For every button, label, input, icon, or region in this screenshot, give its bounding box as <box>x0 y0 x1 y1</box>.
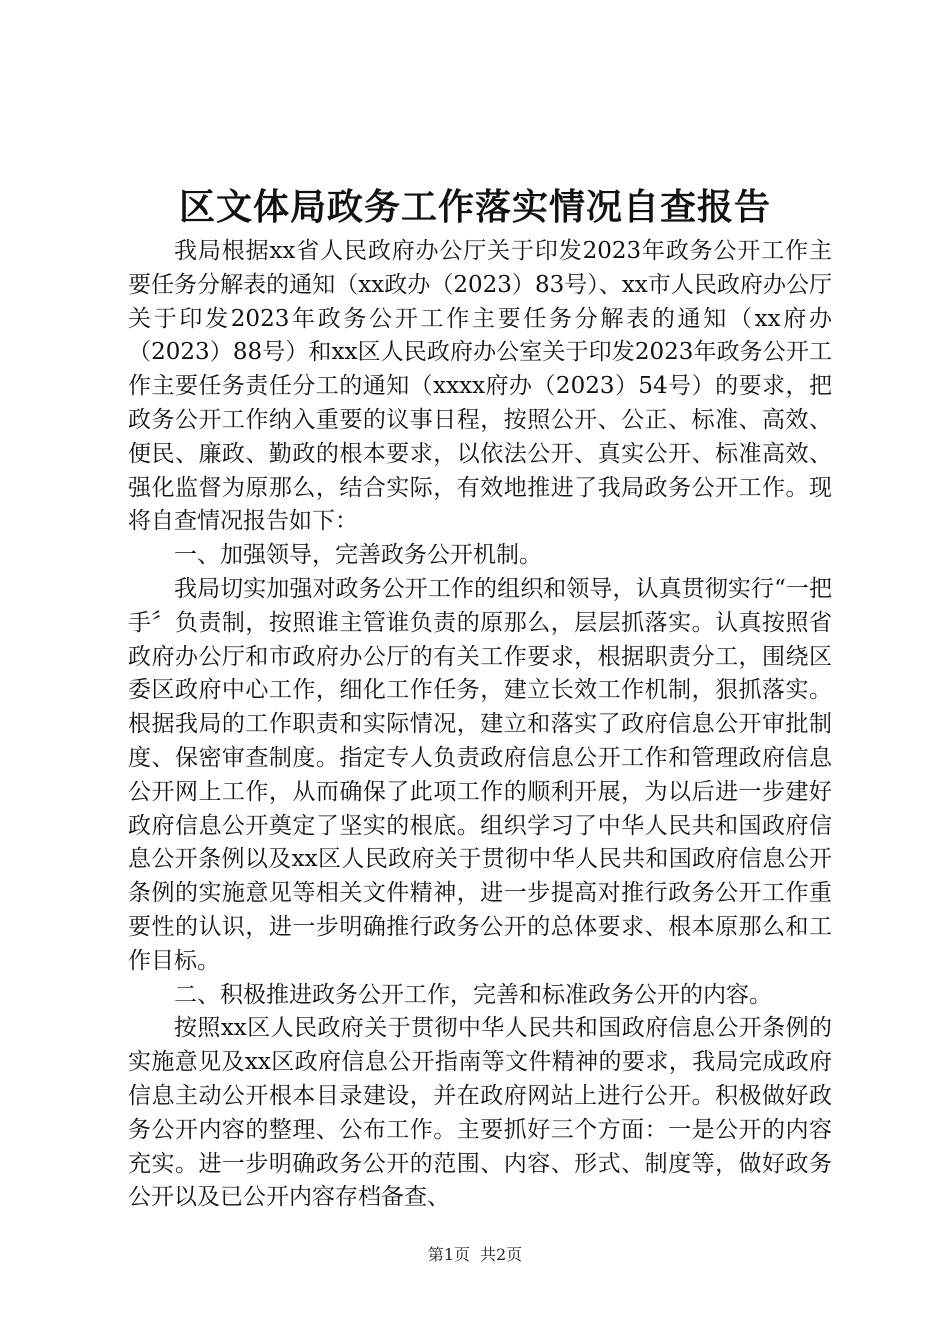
paragraph-intro: 我局根据xx省人民政府办公厅关于印发2023年政务公开工作主要任务分解表的通知（xx政办（2023）83号）、xx市人民政府办公厅关于印发2023年政务公开工作主要任务分解表的通知（xx府办（2023）88号）和xx区人民政府办公室关于印发2023年政务公开工作主要任务责任分工的通知（xxxx府办（2023）54号）的要求，把政务公开工作纳入重要的议事日程，按照公开、公正、标准、高效、便民、廉政、勤政的根本要求，以依法公开、真实公开、标准高效、强化监督为原那么，结合实际，有效地推进了我局政务公开工作。现将自查情况报告如下： <box>128 238 832 535</box>
paragraph-section-2: 按照xx区人民政府关于贯彻中华人民共和国政府信息公开条例的实施意见及xx区政府信息公开指南等文件精神的要求，我局完成政府信息主动公开根本目录建设，并在政府网站上进行公开。积极做好政务公开内容的整理、公布工作。主要抓好三个方面：一是公开的内容充实。进一步明确政务公开的范围、内容、形式、制度等，做好政务公开以及已公开内容存档备查、 <box>128 1015 832 1211</box>
section-heading-1: 一、加强领导，完善政务公开机制。 <box>174 542 542 569</box>
page-total: 共2页 <box>480 1245 523 1264</box>
document-body <box>128 235 832 1215</box>
page-footer <box>0 1244 950 1266</box>
paragraph-section-1: 我局切实加强对政务公开工作的组织和领导，认真贯彻实行“一把手〞负责制，按照谁主管谁负责的原那么，层层抓落实。认真按照省政府办公厅和市政府办公厅的有关工作要求，根据职责分工，围绕区委区政府中心工作，细化工作任务，建立长效工作机制，狠抓落实。根据我局的工作职责和实际情况，建立和落实了政府信息公开审批制度、保密审查制度。指定专人负责政府信息公开工作和管理政府信息公开网上工作，从而确保了此项工作的顺利开展，为以后进一步建好政府信息公开奠定了坚实的根底。组织学习了中华人民共和国政府信息公开条例以及xx区人民政府关于贯彻中华人民共和国政府信息公开条例的实施意见等相关文件精神，进一步提高对推行政务公开工作重要性的认识，进一步明确推行政务公开的总体要求、根本原那么和工作目标。 <box>128 575 832 974</box>
section-heading-2: 二、积极推进政务公开工作，完善和标准政务公开的内容。 <box>174 981 772 1008</box>
document-title: 区文体局政务工作落实情况自查报告 <box>178 186 771 228</box>
page-number: 第1页 <box>427 1245 470 1264</box>
